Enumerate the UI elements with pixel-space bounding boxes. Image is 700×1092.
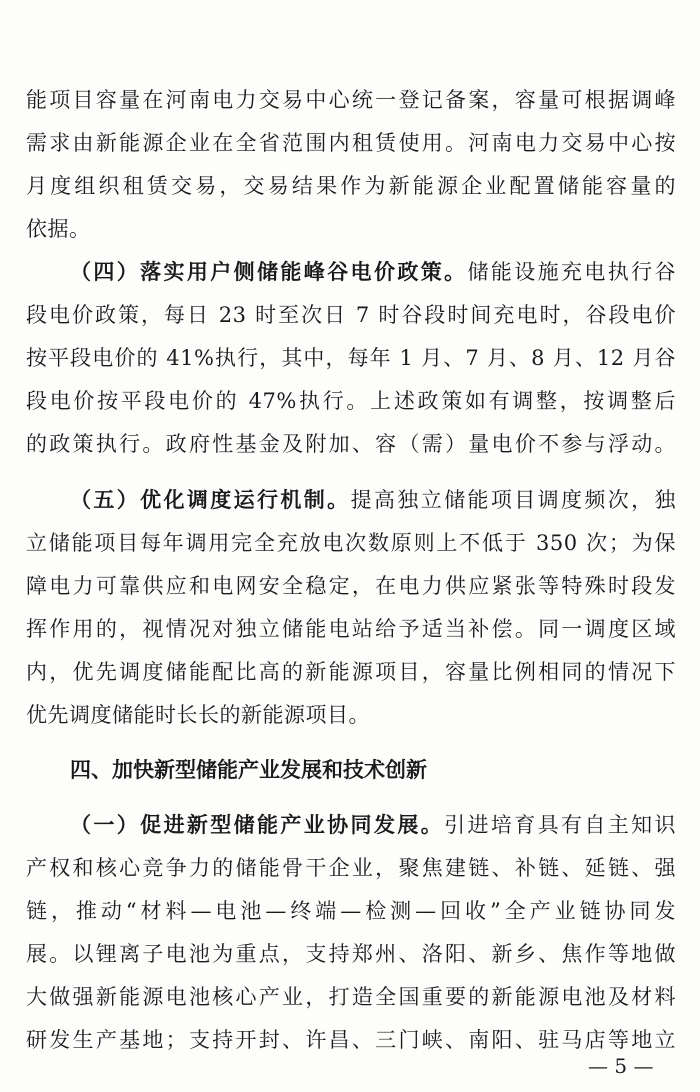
p3-line-1 (70, 485, 676, 515)
p4-line-3: 链，推动“材料—电池—终端—检测—回收”全产业链协同发 (26, 899, 676, 923)
p4-line-1 (70, 810, 676, 840)
p4-line-4: 展。以锂离子电池为重点，支持郑州、洛阳、新乡、焦作等地做 (26, 942, 676, 966)
p3-line-4: 挥作用的，视情况对独立储能电站给予适当补偿。同一调度区域 (26, 617, 676, 641)
p1-line-2: 需求由新能源企业在全省范围内租赁使用。河南电力交易中心按 (26, 131, 676, 155)
p1-line-4: 依据。 (26, 217, 91, 241)
section-heading: 四、加快新型储能产业发展和技术创新 (70, 758, 427, 782)
p4-first-rest: 引进培育具有自主知识 (444, 813, 677, 837)
p4-line-2: 产权和核心竞争力的储能骨干企业，聚焦建链、补链、延链、强 (26, 856, 676, 880)
p4-line-6: 研发生产基地；支持开封、许昌、三门峡、南阳、驻马店等地立 (26, 1028, 676, 1052)
page-number: — 5 — (588, 1054, 654, 1078)
p2-bold-lead: （四）落实用户侧储能峰谷电价政策。 (70, 259, 468, 284)
p3-line-6: 优先调度储能时长长的新能源项目。 (26, 703, 370, 727)
p4-bold-lead: （一）促进新型储能产业协同发展。 (70, 812, 445, 837)
p1-line-3: 月度组织租赁交易，交易结果作为新能源企业配置储能容量的 (26, 174, 676, 198)
p3-line-5: 内，优先调度储能配比高的新能源项目，容量比例相同的情况下 (26, 660, 676, 684)
p1-line-1: 能项目容量在河南电力交易中心统一登记备案，容量可根据调峰 (26, 88, 676, 112)
p2-first-rest: 储能设施充电执行谷 (467, 260, 677, 284)
p3-line-3: 障电力可靠供应和电网安全稳定，在电力供应紧张等特殊时段发 (26, 574, 676, 598)
p3-bold-lead: （五）优化调度运行机制。 (70, 487, 351, 512)
p2-line-2: 段电价政策，每日 23 时至次日 7 时谷段时间充电时，谷段电价 (26, 303, 676, 327)
p2-line-4: 段电价按平段电价的 47%执行。上述政策如有调整，按调整后 (26, 389, 676, 413)
p3-first-rest: 提高独立储能项目调度频次，独 (350, 488, 677, 512)
p4-line-5: 大做强新能源电池核心产业，打造全国重要的新能源电池及材料 (26, 985, 676, 1009)
p2-line-1 (70, 257, 676, 287)
p3-line-2: 立储能项目每年调用完全充放电次数原则上不低于 350 次；为保 (26, 531, 676, 555)
p2-line-5: 的政策执行。政府性基金及附加、容（需）量电价不参与浮动。 (26, 432, 676, 456)
p2-line-3: 按平段电价的 41%执行，其中，每年 1 月、7 月、8 月、12 月谷 (26, 346, 676, 370)
